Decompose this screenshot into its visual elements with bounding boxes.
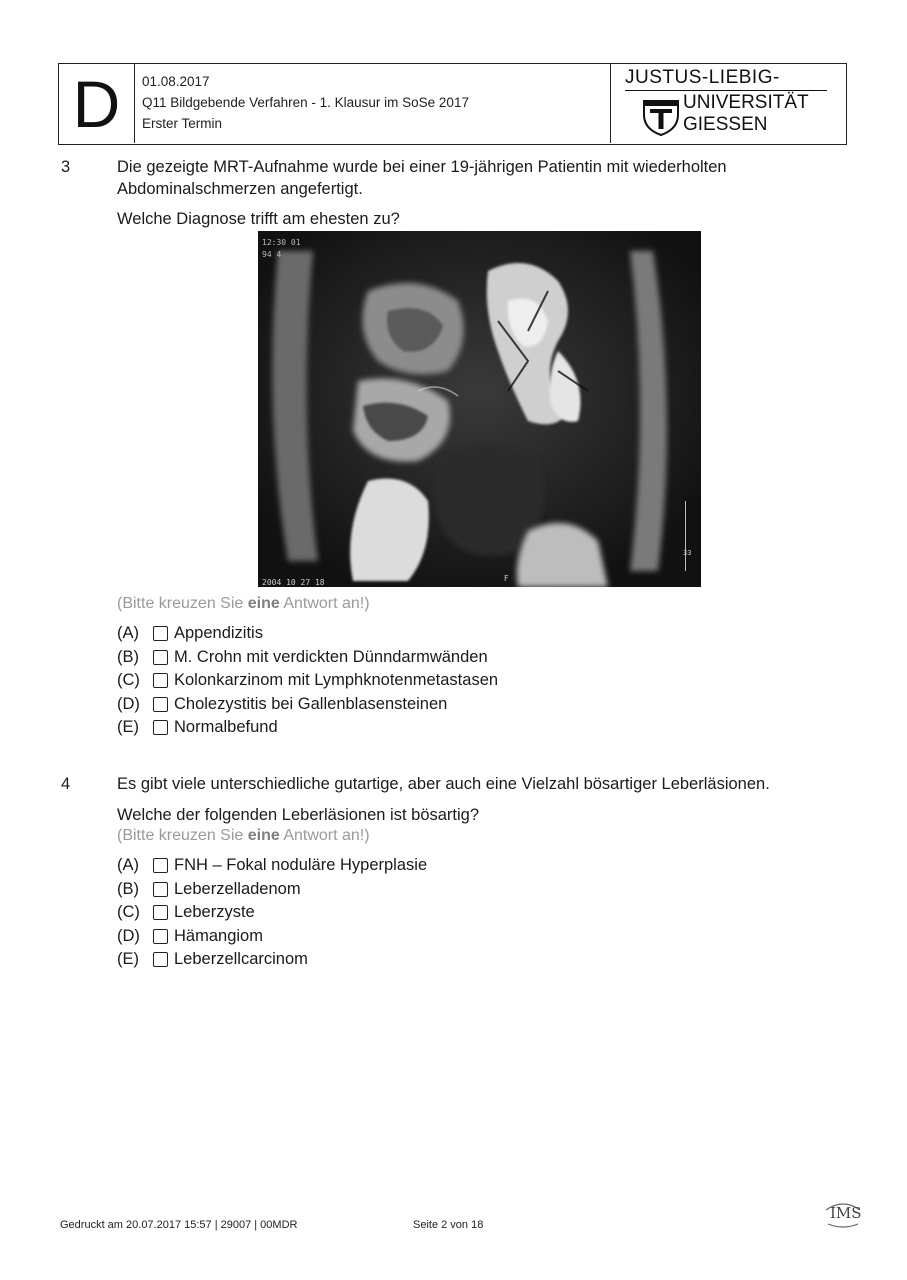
- answer-option: [117, 901, 427, 925]
- option-checkbox[interactable]: [153, 858, 168, 873]
- question-number: 4: [61, 775, 71, 793]
- hint-text: Antwort an!): [279, 595, 370, 612]
- option-letter: (D): [117, 926, 140, 945]
- option-text: Normalbefund: [174, 718, 278, 737]
- answer-option: [117, 716, 498, 740]
- option-letter: (A): [117, 856, 139, 875]
- option-text: FNH – Fokal noduläre Hyperplasie: [174, 856, 428, 875]
- page-number: Seite 2 von 18: [413, 1219, 484, 1231]
- question-text: [117, 156, 727, 200]
- hint-text: (Bitte kreuzen Sie: [117, 827, 248, 844]
- option-letter: (E): [117, 950, 139, 969]
- mri-overlay-text: 94 4: [262, 250, 282, 259]
- university-name-line1: JUSTUS-LIEBIG-: [625, 67, 780, 88]
- exam-date: 01.08.2017: [142, 74, 210, 89]
- option-checkbox[interactable]: [153, 929, 168, 944]
- option-checkbox[interactable]: [153, 626, 168, 641]
- university-name-line3: GIESSEN: [683, 114, 768, 135]
- option-letter: (B): [117, 879, 139, 898]
- option-checkbox[interactable]: [153, 952, 168, 967]
- answer-option: [117, 669, 498, 693]
- hint-text: Antwort an!): [279, 827, 370, 844]
- option-checkbox[interactable]: [153, 720, 168, 735]
- question-prompt: Welche Diagnose trifft am ehesten zu?: [117, 210, 400, 228]
- answer-option: [117, 646, 498, 670]
- print-info: Gedruckt am 20.07.2017 15:57 | 29007 | 00MDR: [60, 1219, 298, 1231]
- option-letter: (E): [117, 718, 139, 737]
- question-text-line: Die gezeigte MRT-Aufnahme wurde bei einer 19-jährigen Patientin mit wiederholten: [117, 158, 727, 176]
- answer-hint: [117, 827, 370, 845]
- university-logo-block: [610, 64, 846, 143]
- option-checkbox[interactable]: [153, 905, 168, 920]
- answer-option: [117, 693, 498, 717]
- option-letter: (A): [117, 624, 139, 643]
- hint-emphasis: eine: [247, 595, 280, 612]
- option-text: Leberzyste: [174, 903, 255, 922]
- option-text: Cholezystitis bei Gallenblasensteinen: [174, 694, 448, 713]
- hint-text: (Bitte kreuzen Sie: [117, 595, 248, 612]
- question-text: [117, 773, 770, 795]
- option-text: Leberzelladenom: [174, 879, 301, 898]
- ims-logo-text: IMS: [830, 1204, 862, 1222]
- form-letter: D: [59, 64, 135, 143]
- answer-options: [117, 854, 427, 972]
- option-letter: (C): [117, 671, 140, 690]
- question-number: 3: [61, 158, 71, 176]
- answer-option: [117, 622, 498, 646]
- option-text: Appendizitis: [174, 624, 263, 643]
- mri-orientation-marker: F: [504, 574, 509, 583]
- option-checkbox[interactable]: [153, 673, 168, 688]
- question-text-line: Abdominalschmerzen angefertigt.: [117, 180, 363, 198]
- answer-option: [117, 854, 427, 878]
- option-checkbox[interactable]: [153, 697, 168, 712]
- option-letter: (B): [117, 647, 139, 666]
- option-text: Leberzellcarcinom: [174, 950, 308, 969]
- answer-option: [117, 948, 427, 972]
- answer-hint: [117, 595, 370, 613]
- exam-info: [142, 71, 469, 134]
- university-shield-icon: [642, 95, 680, 137]
- question-text-line: Es gibt viele unterschiedliche gutartige, aber auch eine Vielzahl bösartiger Leberläsionen.: [117, 775, 770, 793]
- mri-overlay-text: 2004 10 27 18: [262, 578, 325, 587]
- university-divider: [625, 90, 827, 91]
- mri-overlay-text: 33: [683, 549, 692, 557]
- mri-scan-graphic: [258, 231, 701, 587]
- option-letter: (D): [117, 694, 140, 713]
- exam-header: [58, 63, 847, 145]
- ims-logo: [822, 1196, 864, 1230]
- university-name-line2: UNIVERSITÄT: [683, 92, 809, 113]
- option-checkbox[interactable]: [153, 650, 168, 665]
- answer-option: [117, 878, 427, 902]
- exam-session: Erster Termin: [142, 116, 223, 131]
- option-text: Hämangiom: [174, 926, 263, 945]
- hint-emphasis: eine: [247, 827, 280, 844]
- answer-options: [117, 622, 498, 740]
- exam-course: Q11 Bildgebende Verfahren - 1. Klausur im SoSe 2017: [142, 95, 469, 110]
- answer-option: [117, 925, 427, 949]
- option-text: M. Crohn mit verdickten Dünndarmwänden: [174, 647, 488, 666]
- mri-image: [258, 231, 701, 587]
- option-letter: (C): [117, 903, 140, 922]
- question-prompt: Welche der folgenden Leberläsionen ist bösartig?: [117, 806, 480, 824]
- option-checkbox[interactable]: [153, 882, 168, 897]
- mri-overlay-text: 12:30 01: [262, 238, 301, 247]
- option-text: Kolonkarzinom mit Lymphknotenmetastasen: [174, 671, 499, 690]
